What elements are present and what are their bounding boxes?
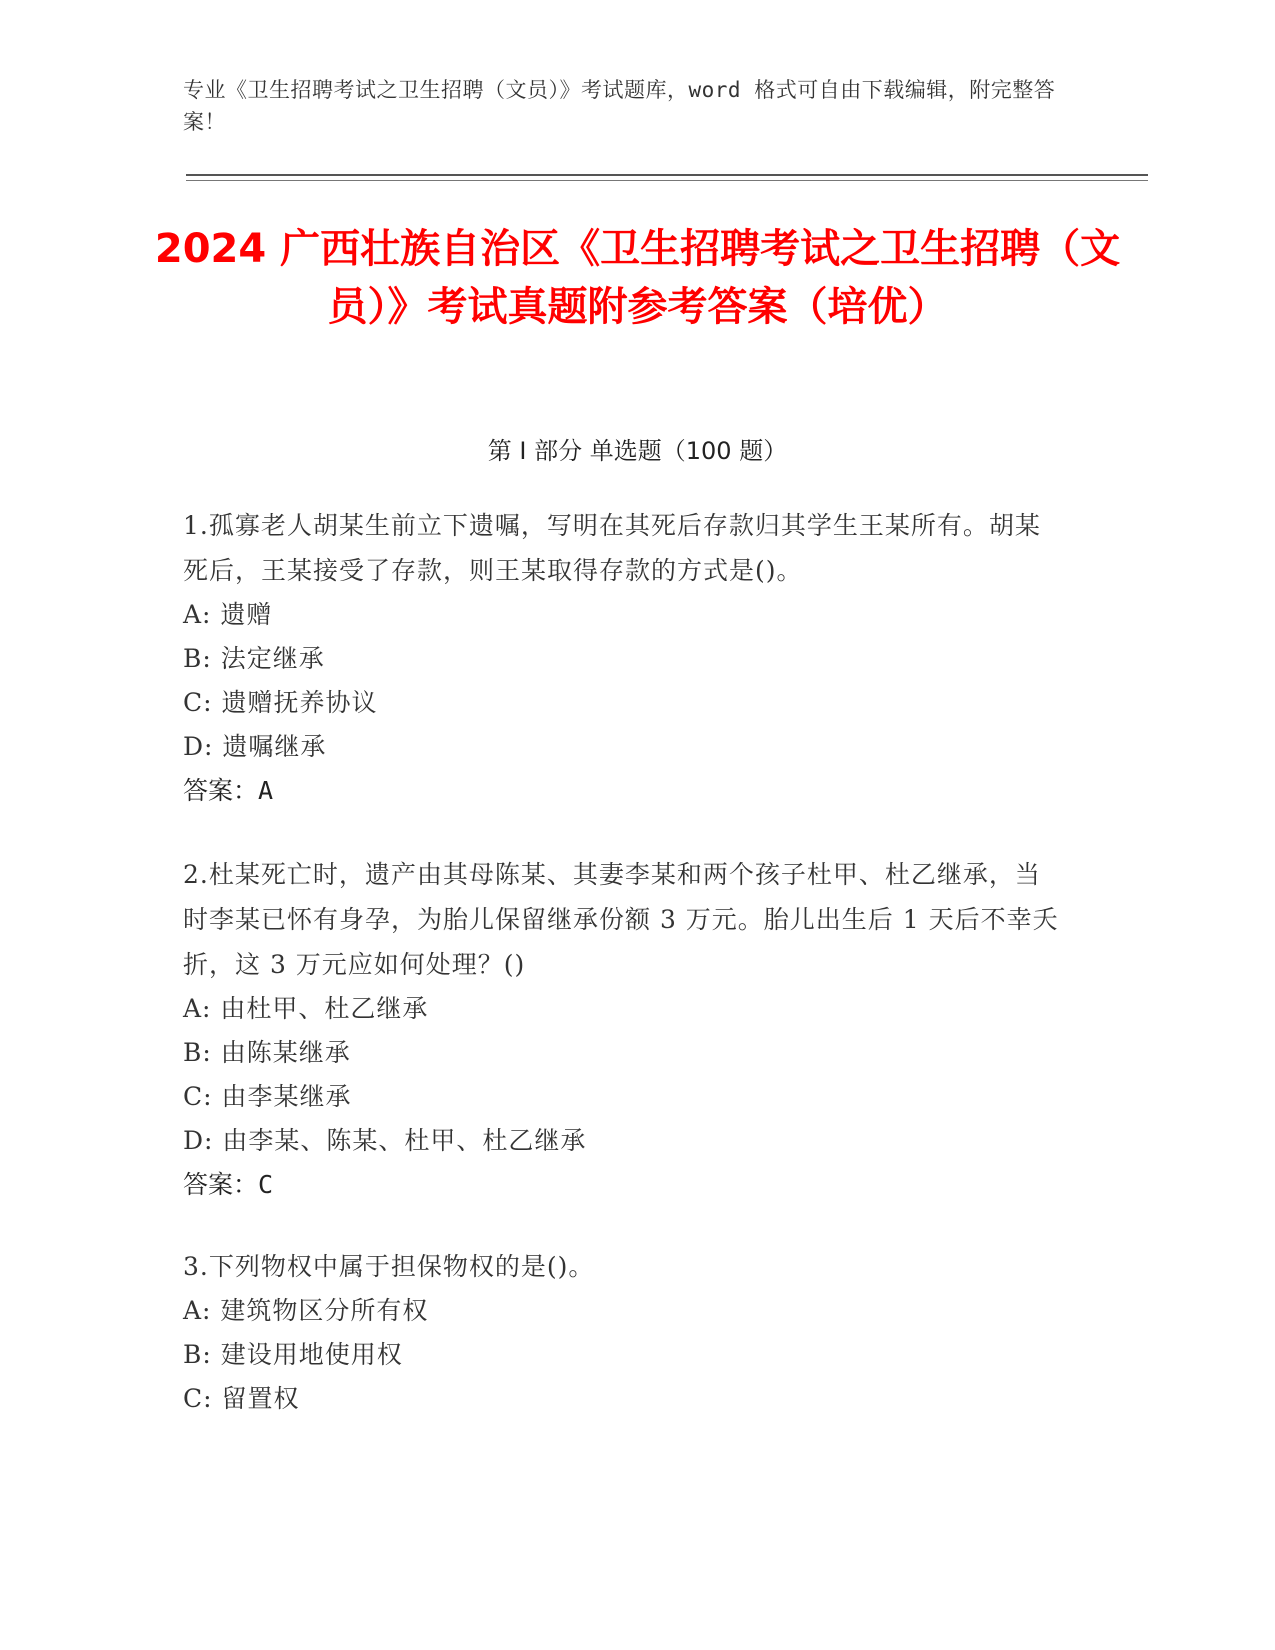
question-stem: 3.下列物权中属于担保物权的是()。 [183, 1252, 595, 1281]
question-2 [183, 852, 1063, 1207]
header-divider [186, 174, 1148, 176]
option-c: C: 留置权 [183, 1384, 300, 1413]
document-title: 2024 广西壮族自治区《卫生招聘考试之卫生招聘（文员）》考试真题附参考答案（培优） [154, 226, 1121, 330]
answer-value: C [258, 1170, 274, 1199]
answer-label: 答案： [183, 776, 259, 805]
question-1 [183, 503, 1063, 813]
answer-line [183, 769, 1063, 813]
answer-value: A [258, 776, 274, 805]
option-d: D: 遗嘱继承 [183, 732, 327, 761]
question-stem: 1.孤寡老人胡某生前立下遗嘱，写明在其死后存款归其学生王某所有。胡某死后，王某接受了存款，则王某取得存款的方式是()。 [183, 511, 1041, 585]
question-stem: 2.杜某死亡时，遗产由其母陈某、其妻李某和两个孩子杜甲、杜乙继承，当时李某已怀有身孕，为胎儿保留继承份额 3 万元。胎儿出生后 1 天后不幸夭折，这 3 万元应如何处理？() [183, 860, 1059, 979]
answer-line [183, 1163, 1063, 1207]
option-d: D: 由李某、陈某、杜甲、杜乙继承 [183, 1126, 587, 1155]
option-c: C: 遗赠抚养协议 [183, 688, 378, 717]
option-a: A: 由杜甲、杜乙继承 [183, 994, 429, 1023]
header-divider-thin [186, 180, 1148, 181]
question-3 [183, 1244, 1063, 1421]
header-note: 专业《卫生招聘考试之卫生招聘（文员）》考试题库，word 格式可自由下载编辑，附完整答案！ [183, 78, 1056, 134]
answer-label: 答案： [183, 1170, 259, 1199]
option-a: A: 遗赠 [183, 600, 273, 629]
option-b: B: 由陈某继承 [183, 1038, 351, 1067]
section-heading: 第 I 部分 单选题（100 题） [487, 437, 788, 465]
option-b: B: 建设用地使用权 [183, 1340, 403, 1369]
option-b: B: 法定继承 [183, 644, 325, 673]
option-c: C: 由李某继承 [183, 1082, 352, 1111]
option-a: A: 建筑物区分所有权 [183, 1296, 429, 1325]
